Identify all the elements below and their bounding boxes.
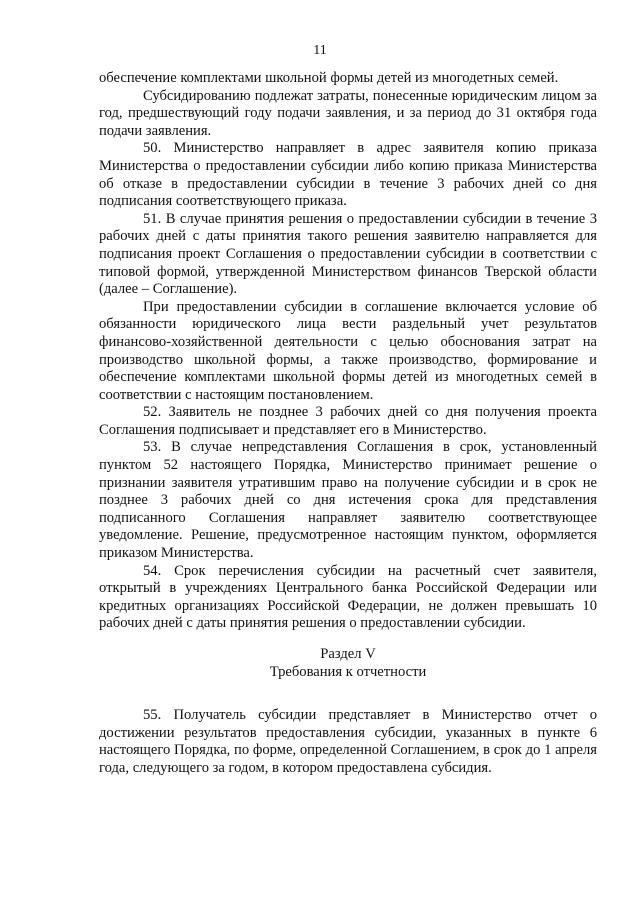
paragraph-52: 52. Заявитель не позднее 3 рабочих дней со дня получения проекта Соглашения подписывает и представляет его в Министерство.	[99, 404, 597, 438]
paragraph-agreement-condition: При предоставлении субсидии в соглашение включается условие об обязанности юридического лица вести раздельный учет результатов финансово-хозяйственной деятельности с целью обоснования затрат на производство школьной формы, а также производство, формирование и обеспечение комплектами школьной формы детей из многодетных семей в соответствии с настоящим постановлением.	[99, 298, 597, 403]
section-label: Раздел V	[320, 646, 376, 662]
page-number: 11	[313, 43, 327, 58]
paragraph-53: 53. В случае непредставления Соглашения в срок, установленный пунктом 52 настоящего Порядка, Министерство принимает решение о признании заявителя утратившим право на получение субсидии и в срок не позднее 3 рабочих дней со дня истечения срока для представления подписанного Соглашения направляет заявителю соответствующее уведомление. Решение, предусмотренное настоящим пунктом, оформляется приказом Министерства.	[99, 439, 597, 562]
paragraph-55: 55. Получатель субсидии представляет в Министерство отчет о достижении результатов предоставления субсидии, указанных в пункте 6 настоящего Порядка, по форме, определенной Соглашением, в срок до 1 апреля года, следующего за годом, в котором предоставлена субсидия.	[99, 707, 597, 776]
paragraph-continuation: обеспечение комплектами школьной формы детей из многодетных семей.	[99, 70, 559, 86]
document-body	[99, 70, 597, 778]
paragraph-50: 50. Министерство направляет в адрес заявителя копию приказа Министерства о предоставлении субсидии либо копию приказа Министерства об отказе в предоставлении субсидии в течение 3 рабочих дней со дня подписания соответствующего приказа.	[99, 140, 597, 210]
paragraph-54: 54. Срок перечисления субсидии на расчетный счет заявителя, открытый в учреждениях Центрального банка Российской Федерации или кредитных организациях Российской Федерации, не должен превышать 10 рабочих дней с даты принятия решения о предоставлении субсидии.	[99, 562, 597, 632]
section-title: Требования к отчетности	[269, 663, 427, 680]
paragraph-51: 51. В случае принятия решения о предоставлении субсидии в течение 3 рабочих дней с даты принятия такого решения заявителю направляется для подписания проект Соглашения о предоставлении субсидии в соответствии с типовой формой, утвержденной Министерством финансов Тверской области (далее – Соглашение).	[99, 210, 597, 298]
paragraph-subsidy-costs: Субсидированию подлежат затраты, понесенные юридическим лицом за год, предшествующий году подачи заявления, и за период до 31 октября года подачи заявления.	[99, 87, 597, 139]
